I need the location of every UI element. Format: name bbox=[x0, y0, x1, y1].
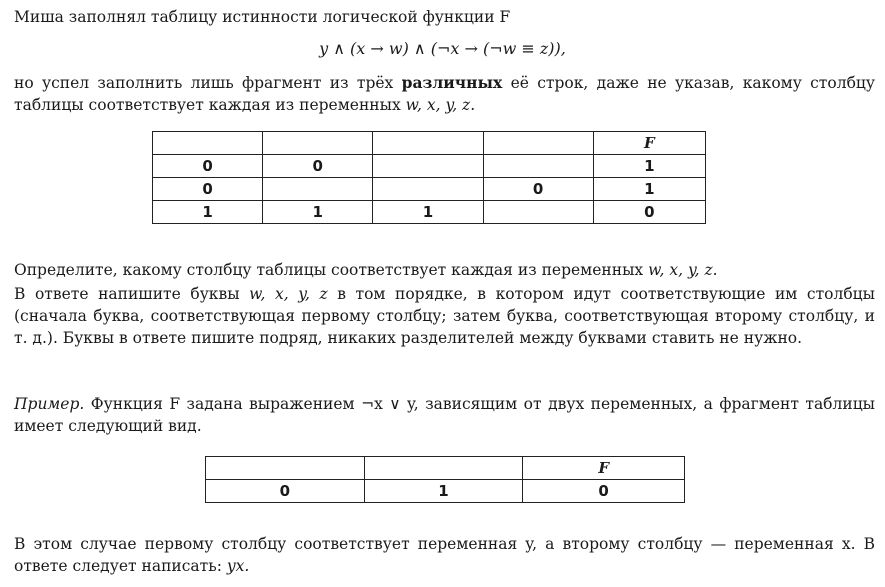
table-cell: 0 bbox=[523, 480, 685, 503]
table-cell: 0 bbox=[153, 178, 263, 201]
table-cell: 0 bbox=[483, 178, 593, 201]
table-header-cell bbox=[373, 132, 483, 155]
table-cell: 0 bbox=[153, 155, 263, 178]
table-header-row bbox=[206, 457, 685, 480]
table-cell bbox=[373, 178, 483, 201]
para1-emphasis: различных bbox=[401, 73, 503, 92]
example-table bbox=[205, 456, 685, 503]
table-header-row bbox=[153, 132, 706, 155]
function-formula: y ∧ (x → w) ∧ (¬x → (¬w ≡ z)), bbox=[319, 39, 566, 58]
table-cell: 1 bbox=[593, 178, 705, 201]
table-header-cell: F bbox=[593, 132, 705, 155]
para2-text: Определите, какому столбцу таблицы соответствует каждая из переменных bbox=[14, 261, 649, 279]
table-row bbox=[153, 155, 706, 178]
table-header-cell bbox=[263, 132, 373, 155]
para3-text-a: В ответе напишите буквы bbox=[14, 285, 250, 303]
table-header-cell bbox=[364, 457, 523, 480]
table-cell: 1 bbox=[153, 201, 263, 224]
table-cell: 1 bbox=[364, 480, 523, 503]
table-header-cell bbox=[206, 457, 365, 480]
example-label: Пример. bbox=[14, 395, 85, 413]
table-row bbox=[153, 178, 706, 201]
para1-vars: w, x, y, z. bbox=[405, 96, 476, 114]
intro-text bbox=[14, 6, 875, 28]
paragraph-1 bbox=[14, 72, 875, 116]
intro-line: Миша заполнял таблицу истинности логической функции F bbox=[14, 8, 511, 26]
table-row bbox=[153, 201, 706, 224]
paragraph-3 bbox=[14, 283, 875, 349]
table-cell: 0 bbox=[593, 201, 705, 224]
table-cell: 1 bbox=[593, 155, 705, 178]
para1-text-b: её строк, даже не указав, какому столбцу таблицы соответствует каждая из переменных bbox=[14, 74, 875, 114]
final-text: В этом случае первому столбцу соответствует переменная y, а второму столбцу — переменная x. В ответе следует написать: bbox=[14, 535, 875, 575]
table-cell: 0 bbox=[263, 155, 373, 178]
table-header-cell bbox=[153, 132, 263, 155]
table-header-cell: F bbox=[523, 457, 685, 480]
example-text: Функция F задана выражением ¬x ∨ y, зависящим от двух переменных, а фрагмент таблицы имеет следующий вид. bbox=[14, 395, 875, 435]
table-cell bbox=[483, 201, 593, 224]
para3-text-b: в том порядке, в котором идут соответствующие им столбцы (сначала буква, соответствующая первому столбцу; затем буква, соответствующая второму столбцу, и т. д.). Буквы в ответе пишите подряд, никаких разделителей между буквами ставить не нужно. bbox=[14, 285, 875, 347]
table-cell: 1 bbox=[263, 201, 373, 224]
paragraph-2 bbox=[14, 259, 875, 281]
example-paragraph bbox=[14, 393, 875, 437]
table-header-cell bbox=[483, 132, 593, 155]
para1-text-a: но успел заполнить лишь фрагмент из трёх bbox=[14, 74, 402, 92]
table-cell: 1 bbox=[373, 201, 483, 224]
table-cell: 0 bbox=[206, 480, 365, 503]
final-paragraph bbox=[14, 533, 875, 577]
table-row bbox=[206, 480, 685, 503]
table-cell bbox=[373, 155, 483, 178]
final-answer: yx. bbox=[226, 557, 250, 575]
para3-vars: w, x, y, z bbox=[249, 285, 328, 303]
table-cell bbox=[483, 155, 593, 178]
truth-table-fragment bbox=[152, 131, 706, 224]
para2-vars: w, x, y, z. bbox=[648, 261, 718, 279]
table-cell bbox=[263, 178, 373, 201]
